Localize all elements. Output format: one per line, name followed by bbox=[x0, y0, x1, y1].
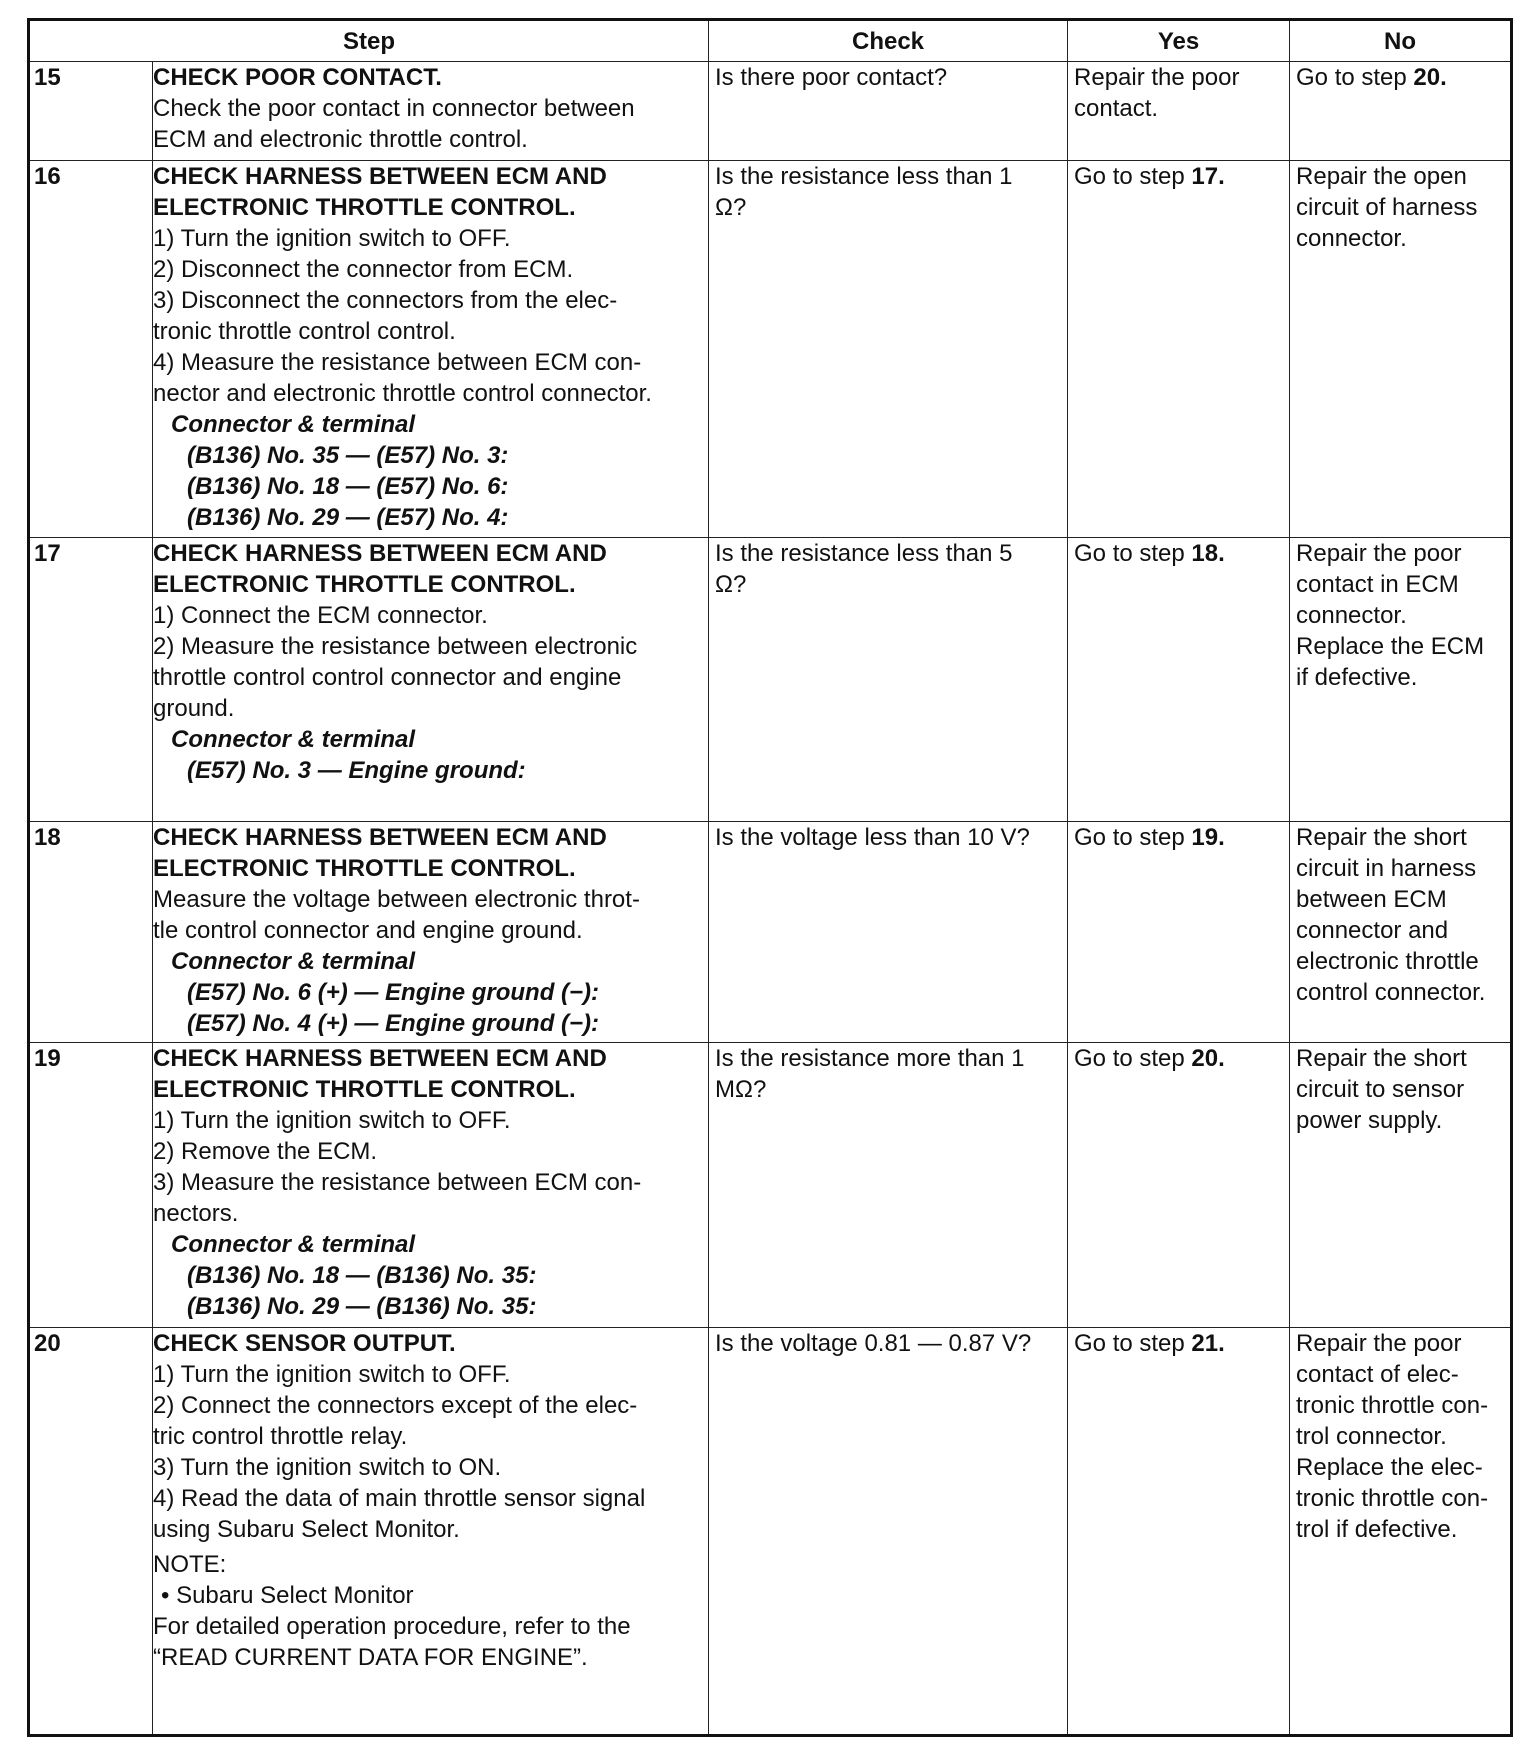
yes-step-ref: 21. bbox=[1191, 1330, 1225, 1357]
check-text: Ω? bbox=[715, 194, 747, 221]
check-text: Is the voltage 0.81 — 0.87 V? bbox=[715, 1330, 1032, 1357]
header-yes: Yes bbox=[1068, 20, 1290, 62]
yes-text-prefix: Repair the poor bbox=[1074, 64, 1240, 91]
no-text: circuit to sensor bbox=[1296, 1076, 1465, 1103]
step-instruction: 1) Turn the ignition switch to OFF. bbox=[153, 225, 511, 252]
no-text: connector. bbox=[1296, 225, 1407, 252]
step-instruction: ECM and electronic throttle control. bbox=[153, 126, 528, 153]
yes-step-ref: 18. bbox=[1191, 540, 1225, 567]
step-title: ELECTRONIC THROTTLE CONTROL. bbox=[153, 571, 576, 598]
step-description bbox=[153, 1328, 709, 1736]
no-text: trol connector. bbox=[1296, 1423, 1447, 1450]
check-cell bbox=[709, 822, 1068, 1043]
header-step: Step bbox=[29, 20, 709, 62]
step-number: 17 bbox=[29, 538, 153, 822]
connector-terminal-label: Connector & terminal bbox=[171, 411, 416, 438]
yes-cell bbox=[1068, 1043, 1290, 1328]
no-text: trol if defective. bbox=[1296, 1516, 1458, 1543]
yes-text: contact. bbox=[1074, 95, 1159, 122]
yes-text-prefix: Go to step bbox=[1074, 824, 1192, 851]
no-text: control connector. bbox=[1296, 979, 1486, 1006]
step-instruction: Measure the voltage between electronic throt- bbox=[153, 886, 640, 913]
step-title: ELECTRONIC THROTTLE CONTROL. bbox=[153, 1076, 576, 1103]
step-instruction: 3) Turn the ignition switch to ON. bbox=[153, 1454, 502, 1481]
step-description bbox=[153, 822, 709, 1043]
yes-text-prefix: Go to step bbox=[1074, 540, 1192, 567]
no-text: contact of elec- bbox=[1296, 1361, 1459, 1388]
no-text: tronic throttle con- bbox=[1296, 1392, 1489, 1419]
step-instruction: 1) Turn the ignition switch to OFF. bbox=[153, 1361, 511, 1388]
step-instruction: tric control throttle relay. bbox=[153, 1423, 408, 1450]
check-text: Is the resistance less than 1 bbox=[715, 163, 1013, 190]
yes-cell bbox=[1068, 1328, 1290, 1736]
step-number: 20 bbox=[29, 1328, 153, 1736]
yes-text bbox=[1074, 1043, 1283, 1074]
connector-terminal-label: Connector & terminal bbox=[171, 1231, 416, 1258]
no-cell bbox=[1290, 1328, 1512, 1736]
step-title: CHECK HARNESS BETWEEN ECM AND bbox=[153, 163, 607, 190]
terminal-spec: (E57) No. 4 (+) — Engine ground (−): bbox=[187, 1010, 600, 1037]
no-text: circuit of harness bbox=[1296, 194, 1478, 221]
yes-step-ref: 20. bbox=[1191, 1045, 1225, 1072]
no-text: circuit in harness bbox=[1296, 855, 1477, 882]
step-row bbox=[29, 538, 1512, 822]
step-title: ELECTRONIC THROTTLE CONTROL. bbox=[153, 855, 576, 882]
step-number: 18 bbox=[29, 822, 153, 1043]
step-instruction: ground. bbox=[153, 695, 235, 722]
step-instruction: 2) Remove the ECM. bbox=[153, 1138, 378, 1165]
step-instruction: 4) Measure the resistance between ECM con- bbox=[153, 349, 642, 376]
step-title: CHECK HARNESS BETWEEN ECM AND bbox=[153, 824, 607, 851]
no-text: between ECM bbox=[1296, 886, 1447, 913]
no-text: Replace the elec- bbox=[1296, 1454, 1483, 1481]
terminal-spec: (B136) No. 18 — (E57) No. 6: bbox=[187, 473, 509, 500]
check-cell bbox=[709, 161, 1068, 538]
no-text: Repair the poor bbox=[1296, 540, 1462, 567]
check-text: Is the resistance less than 5 bbox=[715, 540, 1013, 567]
step-title: ELECTRONIC THROTTLE CONTROL. bbox=[153, 194, 576, 221]
note-text: • Subaru Select Monitor bbox=[161, 1582, 414, 1609]
no-text: Repair the poor bbox=[1296, 1330, 1462, 1357]
no-text: Repair the short bbox=[1296, 1045, 1467, 1072]
check-cell bbox=[709, 62, 1068, 161]
terminal-spec: (B136) No. 18 — (B136) No. 35: bbox=[187, 1262, 537, 1289]
step-instruction: using Subaru Select Monitor. bbox=[153, 1516, 460, 1543]
step-instruction: 1) Connect the ECM connector. bbox=[153, 602, 488, 629]
step-instruction: nector and electronic throttle control connector. bbox=[153, 380, 652, 407]
yes-cell bbox=[1068, 62, 1290, 161]
yes-text bbox=[1074, 62, 1283, 93]
check-cell bbox=[709, 538, 1068, 822]
step-instruction: Check the poor contact in connector between bbox=[153, 95, 635, 122]
no-text: Repair the open bbox=[1296, 163, 1467, 190]
no-text-prefix: Go to step bbox=[1296, 64, 1414, 91]
no-text: if defective. bbox=[1296, 664, 1418, 691]
note-text: NOTE: bbox=[153, 1551, 227, 1578]
step-title: CHECK SENSOR OUTPUT. bbox=[153, 1330, 456, 1357]
step-description bbox=[153, 538, 709, 822]
step-title: CHECK HARNESS BETWEEN ECM AND bbox=[153, 540, 607, 567]
step-title: CHECK HARNESS BETWEEN ECM AND bbox=[153, 1045, 607, 1072]
no-text: connector. bbox=[1296, 602, 1407, 629]
no-cell bbox=[1290, 1043, 1512, 1328]
no-text: Replace the ECM bbox=[1296, 633, 1485, 660]
yes-text-prefix: Go to step bbox=[1074, 1045, 1192, 1072]
no-cell bbox=[1290, 538, 1512, 822]
check-cell bbox=[709, 1043, 1068, 1328]
terminal-spec: (E57) No. 6 (+) — Engine ground (−): bbox=[187, 979, 600, 1006]
yes-cell bbox=[1068, 822, 1290, 1043]
yes-text bbox=[1074, 161, 1283, 192]
step-instruction: throttle control control connector and engine bbox=[153, 664, 622, 691]
step-instruction: 1) Turn the ignition switch to OFF. bbox=[153, 1107, 511, 1134]
terminal-spec: (B136) No. 29 — (E57) No. 4: bbox=[187, 504, 509, 531]
no-cell bbox=[1290, 822, 1512, 1043]
check-text: Is the voltage less than 10 V? bbox=[715, 824, 1030, 851]
step-instruction: 2) Disconnect the connector from ECM. bbox=[153, 256, 574, 283]
no-text bbox=[1296, 62, 1504, 93]
no-text: tronic throttle con- bbox=[1296, 1485, 1489, 1512]
step-number: 16 bbox=[29, 161, 153, 538]
yes-text-prefix: Go to step bbox=[1074, 163, 1192, 190]
no-cell bbox=[1290, 62, 1512, 161]
yes-step-ref: 17. bbox=[1191, 163, 1225, 190]
check-text: Is there poor contact? bbox=[715, 64, 948, 91]
diagnosis-table bbox=[27, 18, 1513, 1737]
no-cell bbox=[1290, 161, 1512, 538]
step-instruction: nectors. bbox=[153, 1200, 239, 1227]
step-row bbox=[29, 1043, 1512, 1328]
terminal-spec: (B136) No. 35 — (E57) No. 3: bbox=[187, 442, 509, 469]
connector-terminal-label: Connector & terminal bbox=[171, 726, 416, 753]
yes-text-prefix: Go to step bbox=[1074, 1330, 1192, 1357]
no-text: connector and bbox=[1296, 917, 1449, 944]
step-description bbox=[153, 161, 709, 538]
check-cell bbox=[709, 1328, 1068, 1736]
step-description bbox=[153, 62, 709, 161]
step-number: 19 bbox=[29, 1043, 153, 1328]
no-text: contact in ECM bbox=[1296, 571, 1459, 598]
step-instruction: 3) Measure the resistance between ECM con- bbox=[153, 1169, 642, 1196]
no-text: electronic throttle bbox=[1296, 948, 1479, 975]
yes-text bbox=[1074, 1328, 1283, 1359]
yes-cell bbox=[1068, 538, 1290, 822]
no-text: Repair the short bbox=[1296, 824, 1467, 851]
step-row bbox=[29, 161, 1512, 538]
step-instruction: 3) Disconnect the connectors from the elec- bbox=[153, 287, 618, 314]
step-row bbox=[29, 822, 1512, 1043]
yes-text bbox=[1074, 822, 1283, 853]
step-instruction: tronic throttle control control. bbox=[153, 318, 456, 345]
header-check: Check bbox=[709, 20, 1068, 62]
yes-text bbox=[1074, 538, 1283, 569]
step-description bbox=[153, 1043, 709, 1328]
note-text: For detailed operation procedure, refer to the bbox=[153, 1613, 631, 1640]
connector-terminal-label: Connector & terminal bbox=[171, 948, 416, 975]
step-instruction: 2) Connect the connectors except of the elec- bbox=[153, 1392, 638, 1419]
step-instruction: tle control connector and engine ground. bbox=[153, 917, 583, 944]
step-instruction: 2) Measure the resistance between electronic bbox=[153, 633, 638, 660]
no-step-ref: 20. bbox=[1413, 64, 1447, 91]
note-text: “READ CURRENT DATA FOR ENGINE”. bbox=[153, 1644, 588, 1671]
header-row bbox=[29, 20, 1512, 62]
header-no: No bbox=[1290, 20, 1512, 62]
no-text: power supply. bbox=[1296, 1107, 1443, 1134]
step-title: CHECK POOR CONTACT. bbox=[153, 64, 442, 91]
yes-cell bbox=[1068, 161, 1290, 538]
check-text: Ω? bbox=[715, 571, 747, 598]
check-text: Is the resistance more than 1 bbox=[715, 1045, 1025, 1072]
step-instruction: 4) Read the data of main throttle sensor signal bbox=[153, 1485, 646, 1512]
step-row bbox=[29, 1328, 1512, 1736]
terminal-spec: (E57) No. 3 — Engine ground: bbox=[187, 757, 526, 784]
step-number: 15 bbox=[29, 62, 153, 161]
yes-step-ref: 19. bbox=[1191, 824, 1225, 851]
check-text: MΩ? bbox=[715, 1076, 767, 1103]
step-row bbox=[29, 62, 1512, 161]
terminal-spec: (B136) No. 29 — (B136) No. 35: bbox=[187, 1293, 537, 1320]
